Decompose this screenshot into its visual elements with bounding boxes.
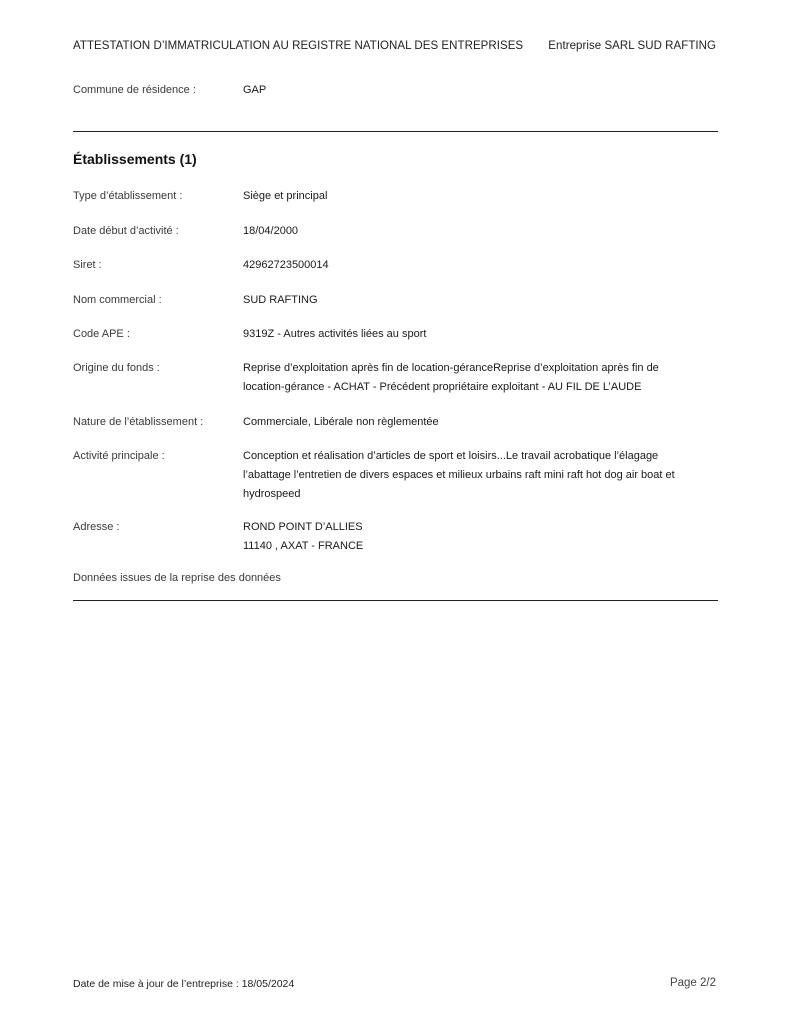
field-origin-line: Reprise d’exploitation après fin de location-géranceReprise d’exploitation après fin de [243, 362, 659, 374]
section-title: Établissements (1) [73, 151, 197, 167]
field-origin-line: location-gérance - ACHAT - Précédent propriétaire exploitant - AU FIL DE L’AUDE [243, 381, 642, 393]
field-type-value: Siège et principal [243, 190, 328, 202]
field-activity-line: hydrospeed [243, 488, 301, 500]
field-address-value [243, 518, 718, 556]
field-start-date-value: 18/04/2000 [243, 225, 299, 237]
field-start-date-label: Date début d’activité : [73, 225, 179, 237]
update-date: Date de mise à jour de l’entreprise : 18/05/2024 [73, 978, 295, 990]
residence-label: Commune de résidence : [73, 84, 196, 96]
field-address-line: 11140 , AXAT - FRANCE [243, 540, 364, 552]
field-activity-value [243, 447, 718, 504]
residence-value: GAP [243, 84, 267, 96]
field-origin-label: Origine du fonds : [73, 362, 160, 374]
field-activity-label: Activité principale : [73, 450, 165, 462]
field-origin-value [243, 359, 718, 397]
document-title: ATTESTATION D’IMMATRICULATION AU REGISTRE NATIONAL DES ENTREPRISES [73, 40, 524, 52]
company-name: Entreprise SARL SUD RAFTING [548, 40, 716, 52]
field-activity-line: Conception et réalisation d’articles de sport et loisirs...Le travail acrobatique l’élagage [243, 450, 659, 462]
page-header [73, 40, 716, 56]
field-siret-label: Siret : [73, 259, 102, 271]
field-address-label: Adresse : [73, 521, 120, 533]
field-trade-name-label: Nom commercial : [73, 294, 162, 306]
field-nature-label: Nature de l’établissement : [73, 416, 204, 428]
page-number: Page 2/2 [669, 977, 716, 989]
field-type-label: Type d’établissement : [73, 190, 183, 202]
field-trade-name-value: SUD RAFTING [243, 294, 318, 306]
field-ape-value: 9319Z - Autres activités liées au sport [243, 328, 427, 340]
divider [73, 600, 718, 601]
field-nature-value: Commerciale, Libérale non règlementée [243, 416, 439, 428]
field-ape-label: Code APE : [73, 328, 130, 340]
field-address-line: ROND POINT D’ALLIES [243, 521, 363, 533]
field-activity-line: l’abattage l’entretien de divers espaces et milieux urbains raft mini raft hot dog air boat et [243, 469, 675, 481]
field-siret-value: 42962723500014 [243, 259, 329, 271]
data-source-note: Données issues de la reprise des données [73, 572, 281, 584]
divider [73, 131, 718, 132]
